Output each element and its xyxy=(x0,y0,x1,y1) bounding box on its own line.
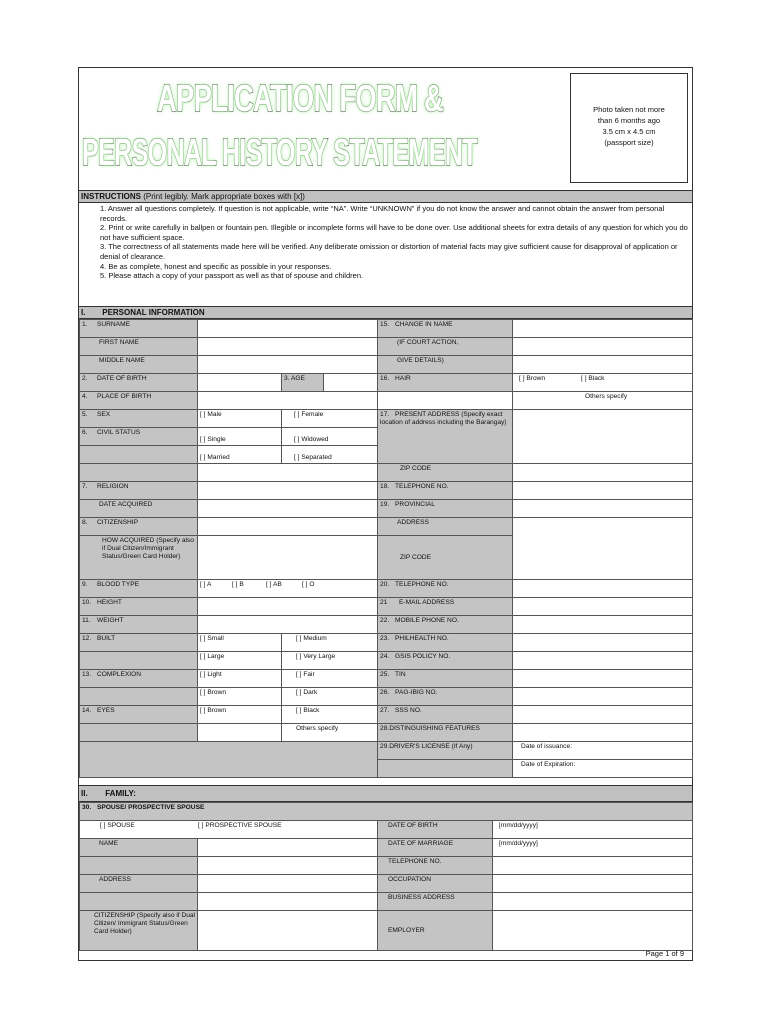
option-large[interactable]: [ ] Large xyxy=(198,652,282,670)
input-surname[interactable] xyxy=(198,320,378,338)
label-spouse-name: NAME xyxy=(80,839,198,857)
label-provincial: 19. PROVINCIAL xyxy=(378,500,513,518)
input-mobile[interactable] xyxy=(513,616,693,634)
label-employer: EMPLOYER xyxy=(378,911,493,951)
input-citizenship[interactable] xyxy=(198,518,378,536)
form-title-line2: PERSONAL HISTORY STATEMENT xyxy=(82,132,477,174)
input-middle-name[interactable] xyxy=(198,356,378,374)
label-dob: 2. DATE OF BIRTH xyxy=(80,374,198,392)
instructions-bar xyxy=(79,190,692,203)
input-sss[interactable] xyxy=(513,706,693,724)
input-place-of-birth[interactable] xyxy=(198,392,378,410)
input-tin[interactable] xyxy=(513,670,693,688)
label-citizenship: 8. CITIZENSHIP xyxy=(80,518,198,536)
complexion-space xyxy=(80,688,198,706)
input-spouse-name-2[interactable] xyxy=(198,857,378,875)
label-telephone-2: 20. TELEPHONE NO. xyxy=(378,580,513,598)
input-spouse-address[interactable] xyxy=(198,875,378,893)
hair-options[interactable]: [ ] Brown [ ] Black xyxy=(513,374,693,392)
license-space xyxy=(378,760,513,778)
instructions-header: INSTRUCTIONS xyxy=(81,192,141,201)
label-sss: 27. SSS NO. xyxy=(378,706,513,724)
input-date-expiration[interactable]: Date of Expiration: xyxy=(513,760,693,778)
instruction-5: 5. Please attach a copy of your passport as well as that of spouse and children. xyxy=(100,271,364,281)
label-distinguishing: 28.DISTINGUISHING FEATURES xyxy=(378,724,513,742)
label-religion: 7. RELIGION xyxy=(80,482,198,500)
left-blank-block xyxy=(80,742,378,778)
label-email: 21 E-MAIL ADDRESS xyxy=(378,598,513,616)
label-spouse-telephone: TELEPHONE NO. xyxy=(378,857,493,875)
label-tin: 25. TIN xyxy=(378,670,513,688)
section1-num: I. xyxy=(81,308,86,317)
input-telephone-2[interactable] xyxy=(513,580,693,598)
label-age: 3. AGE xyxy=(282,374,324,392)
option-dark[interactable]: [ ] Dark xyxy=(282,688,378,706)
page-number: Page 1 of 9 xyxy=(645,949,684,958)
eyes-space xyxy=(80,724,198,742)
input-height[interactable] xyxy=(198,598,378,616)
option-married[interactable]: [ ] Married xyxy=(198,446,282,464)
section-family-bar xyxy=(79,785,692,802)
input-spouse-name[interactable] xyxy=(198,839,378,857)
hair-blank[interactable] xyxy=(378,392,513,410)
option-fair[interactable]: [ ] Fair xyxy=(282,670,378,688)
input-zip-code[interactable] xyxy=(513,464,693,482)
spouse-options[interactable]: [ ] SPOUSE [ ] PROSPECTIVE SPOUSE xyxy=(80,821,378,839)
blood-type-options[interactable]: [ ] A [ ] B [ ] AB [ ] O xyxy=(198,580,378,598)
input-how-acquired[interactable] xyxy=(198,536,378,580)
label-place-of-birth: 4. PLACE OF BIRTH xyxy=(80,392,198,410)
label-philhealth: 23. PHILHEALTH NO. xyxy=(378,634,513,652)
input-age[interactable] xyxy=(324,374,378,392)
input-change-name-3[interactable] xyxy=(513,356,693,374)
label-hair: 16. HAIR xyxy=(378,374,513,392)
civil-status-space xyxy=(80,446,198,464)
label-first-name: FIRST NAME xyxy=(80,338,198,356)
label-pagibig: 26. PAG-IBIG NO. xyxy=(378,688,513,706)
label-blood-type: 9. BLOOD TYPE xyxy=(80,580,198,598)
label-complexion: 13. COMPLEXION xyxy=(80,670,198,688)
option-single[interactable]: [ ] Single xyxy=(198,428,282,446)
option-separated[interactable]: [ ] Separated xyxy=(282,446,378,464)
photo-text-1: Photo taken not more xyxy=(593,105,665,114)
instruction-4: 4. Be as complete, honest and specific as possible in your responses. xyxy=(100,261,332,271)
photo-text-2: than 6 months ago xyxy=(597,116,661,125)
input-business-address[interactable] xyxy=(493,893,693,911)
input-telephone[interactable] xyxy=(513,482,693,500)
section2-num: II. xyxy=(81,789,88,798)
label-mobile: 22. MOBILE PHONE NO. xyxy=(378,616,513,634)
address-space xyxy=(80,893,198,911)
eyes-others[interactable]: Others specify xyxy=(282,724,378,742)
input-gsis[interactable] xyxy=(513,652,693,670)
option-eyes-brown[interactable]: [ ] Brown xyxy=(198,706,282,724)
label-eyes: 14. EYES xyxy=(80,706,198,724)
label-provincial-zip: ZIP CODE xyxy=(378,536,513,580)
label-date-acquired: DATE ACQUIRED xyxy=(80,500,198,518)
section1-title: PERSONAL INFORMATION xyxy=(102,308,205,317)
input-date-acquired[interactable] xyxy=(198,500,378,518)
input-philhealth[interactable] xyxy=(513,634,693,652)
label-surname: 1. SURNAME xyxy=(80,320,198,338)
option-light[interactable]: [ ] Light xyxy=(198,670,282,688)
input-employer[interactable] xyxy=(493,911,693,951)
option-female[interactable]: [ ] Female xyxy=(282,410,378,428)
photo-text-3: 3.5 cm x 4.5 cm xyxy=(602,127,656,136)
name-space xyxy=(80,857,198,875)
label-how-acquired: HOW ACQUIRED (Specify also if Dual Citizen/Immigrant Status/Green Card Holder) xyxy=(80,536,198,580)
input-present-address[interactable] xyxy=(513,410,693,464)
option-eyes-black[interactable]: [ ] Black xyxy=(282,706,378,724)
label-business-address: BUSINESS ADDRESS xyxy=(378,893,493,911)
label-change-name: 15. CHANGE IN NAME xyxy=(378,320,513,338)
label-spouse-header: 30. SPOUSE/ PROSPECTIVE SPOUSE xyxy=(80,803,693,821)
hair-others[interactable]: Others specify xyxy=(513,392,693,410)
option-small[interactable]: [ ] Small xyxy=(198,634,282,652)
photo-text-4: (passport size) xyxy=(604,138,654,147)
input-occupation[interactable] xyxy=(493,875,693,893)
label-date-marriage: DATE OF MARRIAGE xyxy=(378,839,493,857)
input-religion[interactable] xyxy=(198,482,378,500)
instruction-1: 1. Answer all questions completely. If question is not applicable, write “NA”. Write “UNKNOWN” if you do not know the answer and cannot obtain the answer from personal records. xyxy=(100,204,665,223)
input-dob[interactable] xyxy=(198,374,282,392)
input-pagibig[interactable] xyxy=(513,688,693,706)
label-drivers-license: 29.DRIVER'S LICENSE (If Any) xyxy=(378,742,513,760)
option-male[interactable]: [ ] Male xyxy=(198,410,282,428)
input-spouse-telephone[interactable] xyxy=(493,857,693,875)
input-change-name-1[interactable] xyxy=(513,320,693,338)
label-occupation: OCCUPATION xyxy=(378,875,493,893)
input-spouse-citizenship[interactable] xyxy=(198,911,378,951)
input-spouse-dob[interactable]: [mm/dd/yyyy] xyxy=(493,821,693,839)
section-personal-info-bar xyxy=(79,306,692,319)
label-weight: 11. WEIGHT xyxy=(80,616,198,634)
label-spouse-dob: DATE OF BIRTH xyxy=(378,821,493,839)
option-very-large[interactable]: [ ] Very Large xyxy=(282,652,378,670)
label-court-action: (IF COURT ACTION, xyxy=(378,338,513,356)
label-middle-name: MIDDLE NAME xyxy=(80,356,198,374)
label-provincial-address: ADDRESS xyxy=(378,518,513,536)
input-email[interactable] xyxy=(513,598,693,616)
label-spouse-citizenship: CITIZENSHIP (Specify also if Dual Citizen/ Immigrant Status/Green Card Holder) xyxy=(80,911,198,951)
label-spouse-address: ADDRESS xyxy=(80,875,198,893)
eyes-blank xyxy=(198,724,282,742)
civil-status-space-2 xyxy=(80,464,198,482)
form-title-line1: APPLICATION FORM & xyxy=(157,78,443,120)
input-change-name-2[interactable] xyxy=(513,338,693,356)
label-built: 12. BUILT xyxy=(80,634,198,652)
option-widowed[interactable]: [ ] Widowed xyxy=(282,428,378,446)
label-telephone: 18. TELEPHONE NO. xyxy=(378,482,513,500)
section2-title: FAMILY: xyxy=(105,789,136,798)
input-date-issuance[interactable]: Date of issuance: xyxy=(513,742,693,760)
input-date-marriage[interactable]: [mm/dd/yyyy] xyxy=(493,839,693,857)
form-page xyxy=(78,67,693,961)
input-distinguishing[interactable] xyxy=(513,724,693,742)
option-brown[interactable]: [ ] Brown xyxy=(198,688,282,706)
label-height: 10. HEIGHT xyxy=(80,598,198,616)
personal-info-table xyxy=(79,319,693,778)
photo-box[interactable] xyxy=(570,73,688,183)
input-spouse-address-2[interactable] xyxy=(198,893,378,911)
input-first-name[interactable] xyxy=(198,338,378,356)
label-give-details: GIVE DETAILS) xyxy=(378,356,513,374)
label-gsis: 24. GSIS POLICY NO. xyxy=(378,652,513,670)
option-medium[interactable]: [ ] Medium xyxy=(282,634,378,652)
label-sex: 5. SEX xyxy=(80,410,198,428)
instruction-3: 3. The correctness of all statements made here will be verified. Any deliberate omission or distortion of material facts may give sufficient cause for disapproval of application or denial of clearance. xyxy=(100,242,678,261)
label-civil-status: 6. CIVIL STATUS xyxy=(80,428,198,446)
instructions-list xyxy=(100,204,690,281)
input-provincial-address[interactable] xyxy=(513,518,693,580)
label-zip-code: ZIP CODE xyxy=(378,464,513,482)
input-provincial-1[interactable] xyxy=(513,500,693,518)
family-table xyxy=(79,802,693,951)
instructions-note: (Print legibly. Mark appropriate boxes with [x]) xyxy=(143,192,305,201)
label-present-address: 17. PRESENT ADDRESS (Specify exact location of address including the Barangay) xyxy=(378,410,513,464)
instruction-2: 2. Print or write carefully in ballpen or fountain pen. Illegible or incomplete forms will have to be done over. Use additional sheets for extra details of any question for which you do not have sufficient space. xyxy=(100,223,688,242)
built-space xyxy=(80,652,198,670)
input-weight[interactable] xyxy=(198,616,378,634)
civil-status-blank xyxy=(198,464,378,482)
